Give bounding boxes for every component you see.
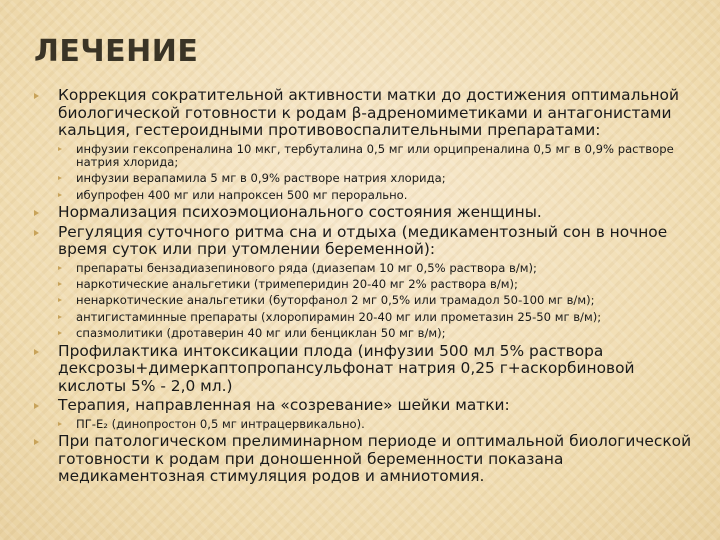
bullet-arrow-icon [58,147,62,151]
sub-list-item [58,418,706,431]
list-item-text: Терапия, направленная на «созревание» шейки матки: [58,396,510,415]
list-item [34,397,706,415]
bullet-arrow-icon [34,230,39,236]
sub-list-item-text: инфузии гексопреналина 10 мкг, тербуталина 0,5 мг или орципреналина 0,5 мг в 0,9% растворе натрия хлорида; [76,141,674,169]
bullet-arrow-icon [58,298,62,302]
list-item-text: Регуляция суточного ритма сна и отдыха (медикаментозный сон в ночное время суток или при утомлении беременной): [58,222,668,259]
list-item-text: При патологическом прелиминарном периоде и оптимальной биологической готовности к родам при доношенной беременности показана медикаментозная стимуляция родов и амниотомия. [58,432,692,486]
sub-list-item [58,189,706,202]
list-item-text: Нормализация психоэмоционального состояния женщины. [58,203,542,222]
bullet-arrow-icon [58,331,62,335]
list-item [34,433,706,486]
sub-list-item-text: ПГ-Е₂ (динопростон 0,5 мг интрацервикально). [76,416,365,431]
list-item [34,224,706,259]
bullet-arrow-icon [34,439,39,445]
list-item [34,87,706,140]
bullet-arrow-icon [58,422,62,426]
sub-list-item-text: ненаркотические анальгетики (буторфанол 2 мг 0,5% или трамадол 50-100 мг в/м); [76,293,595,308]
bullet-list [34,85,706,486]
list-item-group [34,343,706,396]
bullet-arrow-icon [34,403,39,409]
slide-title: ЛЕЧЕНИЕ [34,34,199,69]
sub-list-item-text: антигистаминные препараты (хлоропирамин 20-40 мг или прометазин 25-50 мг в/м); [76,309,602,324]
sub-list-item [58,143,706,170]
sub-list-item [58,278,706,291]
bullet-arrow-icon [34,349,39,355]
list-item [34,343,706,396]
bullet-arrow-icon [58,315,62,319]
list-item-group [34,204,706,222]
list-item-group [34,87,706,202]
bullet-arrow-icon [58,282,62,286]
sub-list-item-text: инфузии верапамила 5 мг в 0,9% растворе натрия хлорида; [76,171,446,186]
sub-list-item [58,311,706,324]
list-item [34,204,706,222]
sub-list-item [58,172,706,185]
sub-list-item-text: наркотические анальгетики (тримеперидин 20-40 мг 2% раствора в/м); [76,277,518,292]
sub-list-item-text: ибупрофен 400 мг или напроксен 500 мг перорально. [76,187,408,202]
bullet-arrow-icon [58,266,62,270]
bullet-arrow-icon [34,93,39,99]
bullet-arrow-icon [58,176,62,180]
sub-list-item [58,294,706,307]
list-item-group [34,224,706,341]
sub-list-item-text: спазмолитики (дротаверин 40 мг или бенциклан 50 мг в/м); [76,326,446,341]
bullet-arrow-icon [34,210,39,216]
list-item-group [34,433,706,486]
list-item-text: Коррекция сократительной активности матки до достижения оптимальной биологической готовности к родам β-адреномиметиками и антагонистами кальция, гестероидными противовоспалительными препаратами: [58,86,679,139]
bullet-arrow-icon [58,193,62,197]
sub-list-item [58,262,706,275]
sub-list-item [58,327,706,340]
sub-list-item-text: препараты бензадиазепинового ряда (диазепам 10 мг 0,5% раствора в/м); [76,260,537,275]
list-item-group [34,397,706,431]
list-item-text: Профилактика интоксикации плода (инфузии 500 мл 5% раствора дексрозы+димеркаптопропансульфонат натрия 0,25 г+аскорбиновой кислоты 5% - 2,0 мл.) [58,341,635,395]
